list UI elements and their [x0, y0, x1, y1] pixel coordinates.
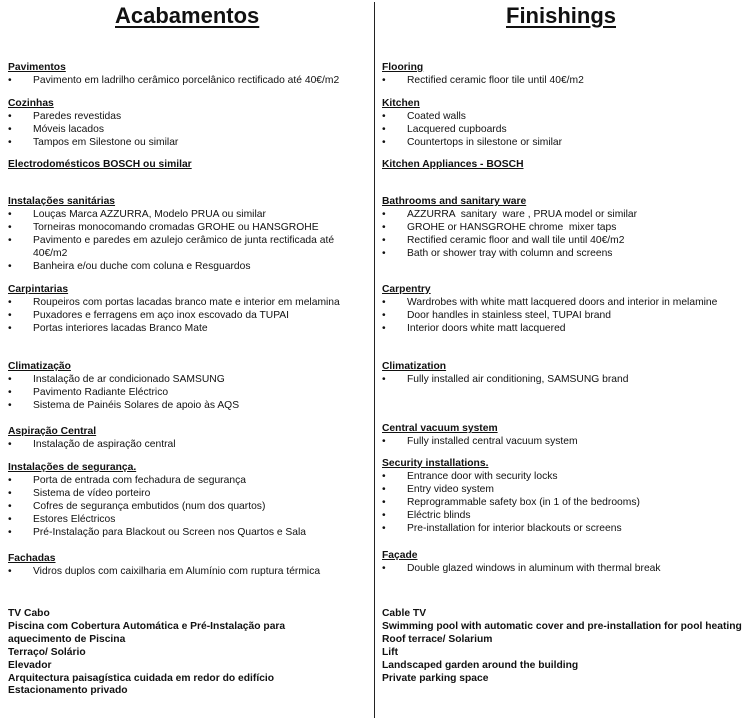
- list-item: • Fully installed central vacuum system: [382, 436, 744, 449]
- section-heading: Carpentry: [382, 284, 431, 295]
- extra-item: Lift: [382, 646, 399, 658]
- en-section-facade: [382, 550, 744, 576]
- list-item: • Louças Marca AZZURRA, Modelo PRUA ou similar: [8, 209, 370, 222]
- list-item: • Vidros duplos com caixilharia em Alumínio com ruptura térmica: [8, 566, 370, 579]
- extra-item: TV Cabo: [8, 608, 50, 619]
- pt-section-climatizacao: [8, 361, 370, 413]
- list-item: • Countertops in silestone or similar: [382, 137, 744, 150]
- list-item: • Porta de entrada com fechadura de segurança: [8, 475, 370, 488]
- list-item: • GROHE or HANSGROHE chrome mixer taps: [382, 222, 744, 235]
- list-item: • Fully installed air conditioning, SAMSUNG brand: [382, 374, 744, 387]
- section-heading: Climatização: [8, 361, 71, 372]
- list-item: • Bath or shower tray with column and screens: [382, 248, 744, 261]
- pt-section-carpintarias: [8, 284, 370, 336]
- section-heading: Flooring: [382, 62, 424, 73]
- section-heading: Instalações sanitárias: [8, 196, 116, 207]
- pt-section-fachadas: [8, 553, 370, 579]
- list-item: • Estores Eléctricos: [8, 514, 370, 527]
- list-item: • Lacquered cupboards: [382, 124, 744, 137]
- section-heading: Fachadas: [8, 553, 56, 564]
- list-item: • Wardrobes with white matt lacquered doors and interior in melamine: [382, 297, 744, 310]
- list-item: • Tampos em Silestone ou similar: [8, 137, 370, 150]
- pt-section-seguranca: [8, 462, 370, 539]
- en-section-appliances: [382, 159, 744, 172]
- section-heading: Central vacuum system: [382, 423, 498, 434]
- section-heading: Pavimentos: [8, 62, 66, 73]
- extra-item: Cable TV: [382, 608, 427, 619]
- pt-section-aspiracao: [8, 426, 370, 452]
- en-section-climatization: [382, 361, 744, 387]
- list-item: • Torneiras monocomando cromadas GROHE ou HANSGROHE: [8, 222, 370, 235]
- section-heading: Aspiração Central: [8, 426, 97, 437]
- en-extras: [382, 608, 744, 685]
- list-item: • Double glazed windows in aluminum with thermal break: [382, 563, 744, 576]
- list-item: • Móveis lacados: [8, 124, 370, 137]
- list-item: • Eléctric blinds: [382, 510, 744, 523]
- list-item: • Entry video system: [382, 484, 744, 497]
- list-item: • Instalação de ar condicionado SAMSUNG: [8, 374, 370, 387]
- en-section-flooring: [382, 62, 744, 88]
- list-item: • Pre-installation for interior blackouts or screens: [382, 523, 744, 536]
- section-heading: Façade: [382, 550, 418, 561]
- section-heading: Kitchen Appliances - BOSCH: [382, 159, 524, 170]
- extra-item: Roof terrace/ Solarium: [382, 633, 493, 645]
- list-item: • Pavimento e paredes em azulejo cerâmico de junta rectificada até 40€/m2: [8, 235, 370, 261]
- list-item: • Cofres de segurança embutidos (num dos quartos): [8, 501, 370, 514]
- list-item: • Pavimento Radiante Eléctrico: [8, 387, 370, 400]
- list-item: • Pavimento em ladrilho cerâmico porcelânico rectificado até 40€/m2: [8, 75, 370, 88]
- section-heading: Kitchen: [382, 98, 420, 109]
- list-item: • Entrance door with security locks: [382, 471, 744, 484]
- list-item: • Sistema de Painéis Solares de apoio às AQS: [8, 400, 370, 413]
- pt-section-cozinhas: [8, 98, 370, 150]
- section-heading: Cozinhas: [8, 98, 54, 109]
- section-heading: Carpintarias: [8, 284, 69, 295]
- list-item: • Rectified ceramic floor and wall tile until 40€/m2: [382, 235, 744, 248]
- list-item: • Reprogrammable safety box (in 1 of the bedrooms): [382, 497, 744, 510]
- section-heading: Climatization: [382, 361, 447, 372]
- list-item: • Door handles in stainless steel, TUPAI brand: [382, 310, 744, 323]
- pt-section-pavimentos: [8, 62, 370, 88]
- extra-item: Landscaped garden around the building: [382, 659, 579, 671]
- en-section-vacuum: [382, 423, 744, 449]
- section-heading: Security installations.: [382, 458, 489, 469]
- en-page-title: Finishings: [506, 3, 616, 28]
- list-item: • Roupeiros com portas lacadas branco mate e interior em melamina: [8, 297, 370, 310]
- extra-item: Piscina com Cobertura Automática e Pré-Instalação para aquecimento de Piscina: [8, 620, 286, 645]
- list-item: • Sistema de vídeo porteiro: [8, 488, 370, 501]
- list-item: • Rectified ceramic floor tile until 40€/m2: [382, 75, 744, 88]
- extra-item: Elevador: [8, 659, 52, 671]
- list-item: • Puxadores e ferragens em aço inox escovado da TUPAI: [8, 310, 370, 323]
- section-heading: Instalações de segurança.: [8, 462, 137, 473]
- list-item: • Pré-Instalação para Blackout ou Screen nos Quartos e Sala: [8, 527, 370, 540]
- section-heading: Bathrooms and sanitary ware: [382, 196, 527, 207]
- extra-item: Arquitectura paisagística cuidada em redor do edifício: [8, 672, 275, 684]
- list-item: • Interior doors white matt lacquered: [382, 323, 744, 336]
- list-item: • Banheira e/ou duche com coluna e Resguardos: [8, 261, 370, 274]
- en-section-security: [382, 458, 744, 535]
- list-item: • Portas interiores lacadas Branco Mate: [8, 323, 370, 336]
- list-item: • Paredes revestidas: [8, 111, 370, 124]
- pt-extras: [8, 608, 318, 698]
- section-heading: Electrodomésticos BOSCH ou similar: [8, 159, 192, 170]
- extra-item: Terraço/ Solário: [8, 646, 86, 658]
- extra-item: Estacionamento privado: [8, 685, 128, 697]
- pt-section-sanitarias: [8, 196, 370, 273]
- en-section-kitchen: [382, 98, 744, 150]
- column-divider: [374, 2, 375, 718]
- list-item: • AZZURRA sanitary ware , PRUA model or similar: [382, 209, 744, 222]
- list-item: • Coated walls: [382, 111, 744, 124]
- pt-section-electrodomesticos: [8, 159, 370, 172]
- en-section-carpentry: [382, 284, 744, 336]
- en-section-bathrooms: [382, 196, 744, 261]
- extra-item: Swimming pool with automatic cover and pre-installation for pool heating: [382, 620, 742, 632]
- pt-page-title: Acabamentos: [115, 3, 260, 28]
- extra-item: Private parking space: [382, 672, 489, 684]
- list-item: • Instalação de aspiração central: [8, 439, 370, 452]
